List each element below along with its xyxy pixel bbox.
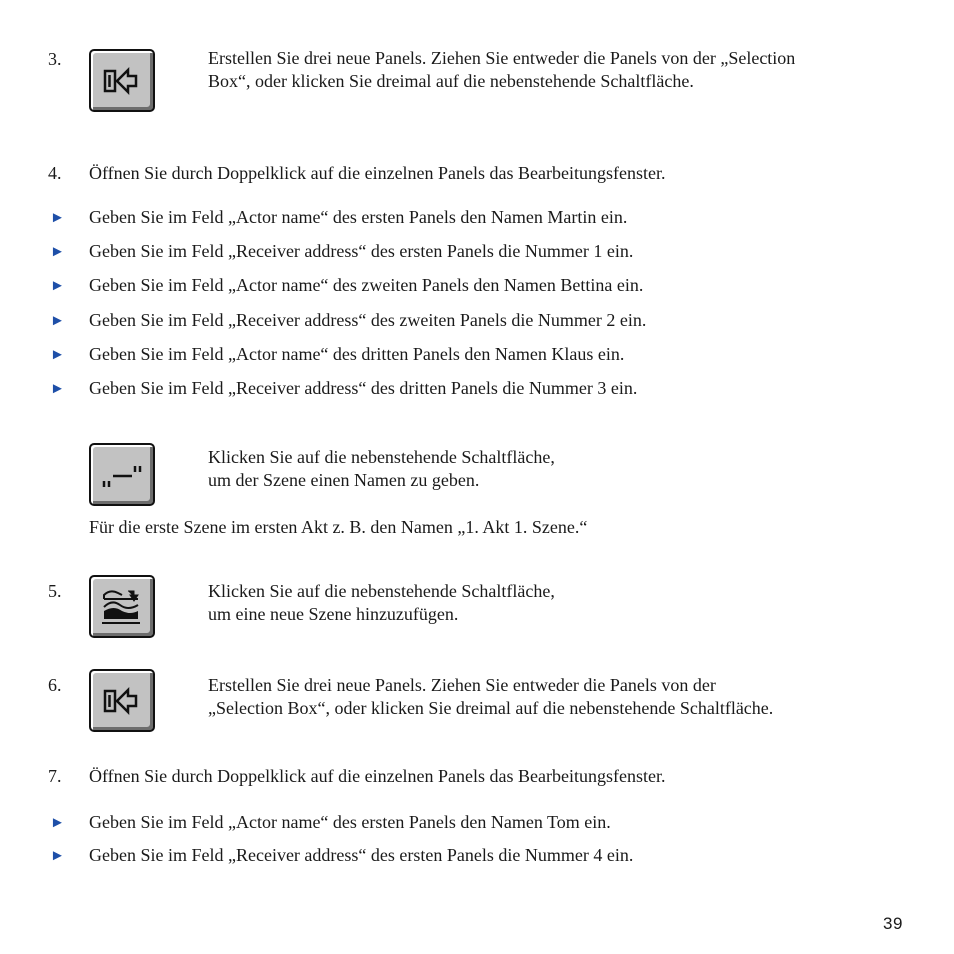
bullet-marker: ► — [50, 313, 65, 329]
bullet-marker: ► — [50, 244, 65, 260]
step-3-line-2: Box“, oder klicken Sie dreimal auf die nebenstehende Schaltfläche. — [208, 71, 694, 91]
bullet-marker: ► — [50, 815, 65, 831]
step-number: 3. — [48, 49, 62, 69]
add-panels-button[interactable] — [89, 49, 155, 112]
bullet-item: Geben Sie im Feld „Actor name“ des zweiten Panels den Namen Bettina ein. — [89, 275, 644, 295]
step-5-line-1: Klicken Sie auf die nebenstehende Schaltfläche, — [208, 581, 555, 601]
bullet-marker: ► — [50, 347, 65, 363]
bullet-marker: ► — [50, 848, 65, 864]
step-6-line-2: „Selection Box“, oder klicken Sie dreimal auf die nebenstehende Schaltfläche. — [208, 698, 774, 718]
name-scene-icon — [98, 458, 146, 492]
step-7-text: Öffnen Sie durch Doppelklick auf die einzelnen Panels das Bearbeitungsfenster. — [89, 766, 666, 786]
step-4-text: Öffnen Sie durch Doppelklick auf die einzelnen Panels das Bearbeitungsfenster. — [89, 163, 666, 183]
name-scene-line-2: um der Szene einen Namen zu geben. — [208, 470, 480, 490]
name-scene-line-1: Klicken Sie auf die nebenstehende Schaltfläche, — [208, 447, 555, 467]
bullet-item: Geben Sie im Feld „Receiver address“ des dritten Panels die Nummer 3 ein. — [89, 378, 638, 398]
step-number: 6. — [48, 675, 62, 695]
step-number: 5. — [48, 581, 62, 601]
add-scene-button[interactable] — [89, 575, 155, 638]
add-scene-icon — [98, 585, 146, 629]
bullet-marker: ► — [50, 210, 65, 226]
name-scene-button[interactable] — [89, 443, 155, 506]
add-panels-icon — [102, 66, 142, 96]
bullet-item: Geben Sie im Feld „Receiver address“ des zweiten Panels die Nummer 2 ein. — [89, 310, 647, 330]
step-6-line-1: Erstellen Sie drei neue Panels. Ziehen Sie entweder die Panels von der — [208, 675, 716, 695]
bullet-item: Geben Sie im Feld „Actor name“ des dritten Panels den Namen Klaus ein. — [89, 344, 625, 364]
bullet-item: Geben Sie im Feld „Actor name“ des ersten Panels den Namen Martin ein. — [89, 207, 628, 227]
add-panels-button[interactable] — [89, 669, 155, 732]
step-3-line-1: Erstellen Sie drei neue Panels. Ziehen Sie entweder die Panels von der „Selection — [208, 48, 796, 68]
bullet-item: Geben Sie im Feld „Receiver address“ des ersten Panels die Nummer 1 ein. — [89, 241, 634, 261]
add-panels-icon — [102, 686, 142, 716]
step-number: 4. — [48, 163, 62, 183]
bullet-marker: ► — [50, 381, 65, 397]
step-number: 7. — [48, 766, 62, 786]
bullet-marker: ► — [50, 278, 65, 294]
page-number: 39 — [883, 914, 903, 933]
name-scene-example: Für die erste Szene im ersten Akt z. B. den Namen „1. Akt 1. Szene.“ — [89, 517, 588, 537]
bullet-item: Geben Sie im Feld „Actor name“ des ersten Panels den Namen Tom ein. — [89, 812, 611, 832]
step-5-line-2: um eine neue Szene hinzuzufügen. — [208, 604, 459, 624]
bullet-item: Geben Sie im Feld „Receiver address“ des ersten Panels die Nummer 4 ein. — [89, 845, 634, 865]
